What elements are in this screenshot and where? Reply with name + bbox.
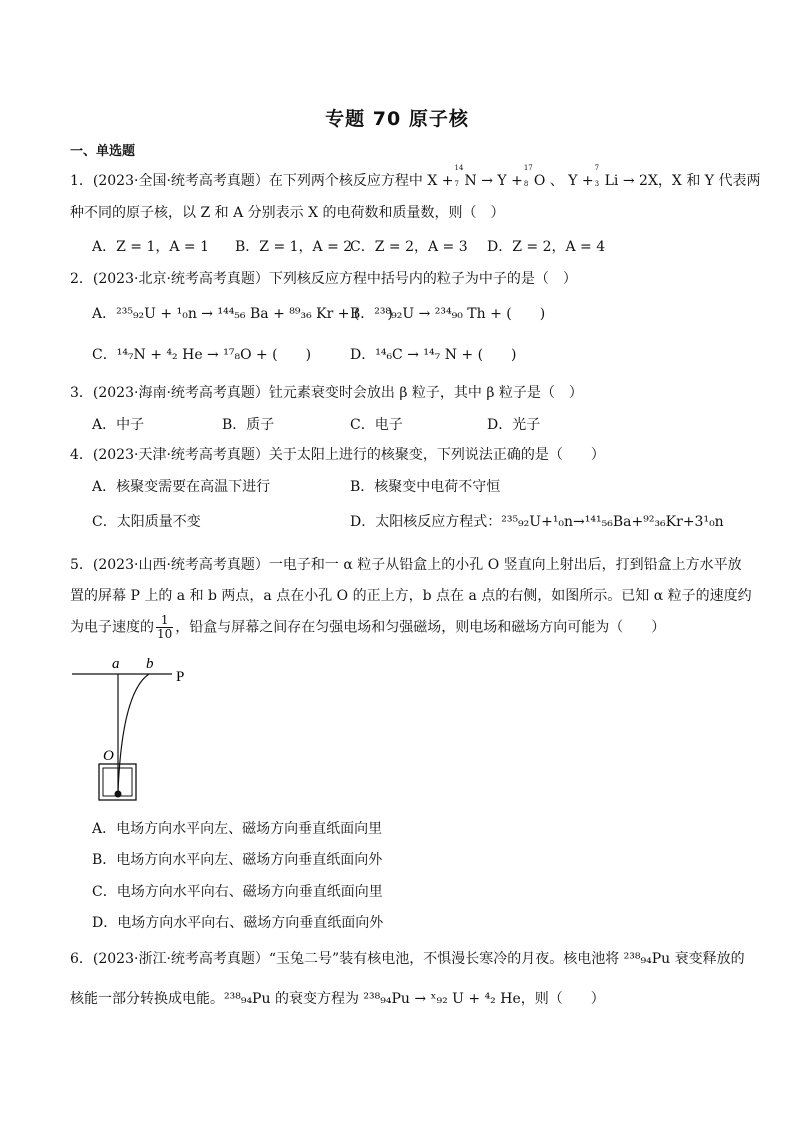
question-6-line-1: 6．(2023·浙江·统考高考真题）“玉兔二号”装有核电池，不惧漫长寒冷的月夜。核电池将 ²³⁸₉₄Pu 衰变释放的 <box>70 951 745 967</box>
nuclide-n14: 14 7 <box>454 164 464 188</box>
q1-option-d[interactable]: D．Z = 2，A = 4 <box>487 239 606 255</box>
q3-option-b[interactable]: B．质子 <box>222 417 275 433</box>
q4-option-a[interactable]: A．核聚变需要在高温下进行 <box>92 479 271 495</box>
q3-option-c[interactable]: C．电子 <box>350 417 403 433</box>
q4-option-d[interactable]: D．太阳核反应方程式：²³⁵₉₂U+¹₀n→¹⁴¹₅₆Ba+⁹²₃₆Kr+3¹₀n <box>350 514 724 530</box>
q2-option-a[interactable]: A．²³⁵₉₂U + ¹₀n → ¹⁴⁴₅₆ Ba + ⁸⁹₃₆ Kr + ( ) <box>92 306 393 322</box>
q2-option-d[interactable]: D．¹⁴₆C → ¹⁴₇ N + ( ) <box>350 347 517 363</box>
question-1-line-2: 种不同的原子核，以 Z 和 A 分别表示 X 的电荷数和质量数，则（ ） <box>70 205 505 221</box>
lead-box-diagram <box>66 652 206 804</box>
trajectory-b <box>118 674 149 792</box>
q5-option-b[interactable]: B．电场方向水平向左、磁场方向垂直纸面向外 <box>92 852 383 868</box>
q3-option-a[interactable]: A．中子 <box>92 417 145 433</box>
nuclide-li7: 7 3 <box>594 164 600 188</box>
q1-option-c[interactable]: C．Z = 2，A = 3 <box>350 239 468 255</box>
q1-text-d: Li → 2X，X 和 Y 代表两 <box>604 173 761 189</box>
q5-text-a: 为电子速度的 <box>70 619 154 636</box>
question-2-stem: 2．(2023·北京·统考高考真题）下列核反应方程中括号内的粒子为中子的是（ ） <box>70 271 577 287</box>
q5-option-c[interactable]: C．电场方向水平向右、磁场方向垂直纸面向里 <box>92 884 383 900</box>
q1-text-b: N → Y + <box>464 173 523 189</box>
nuclide-o17: 17 8 <box>523 164 533 188</box>
question-1-line-1 <box>70 164 761 192</box>
q2-option-b[interactable]: B．²³⁸₉₂U → ²³⁴₉₀ Th + ( ) <box>350 306 546 322</box>
q5-option-d[interactable]: D．电场方向水平向右、磁场方向垂直纸面向外 <box>92 915 384 931</box>
q5-figure <box>66 652 206 808</box>
page-title: 专题 70 原子核 <box>325 108 469 130</box>
q5-option-a[interactable]: A．电场方向水平向左、磁场方向垂直纸面向里 <box>92 821 383 837</box>
question-5-line-2: 置的屏幕 P 上的 a 和 b 两点，a 点在小孔 O 的正上方，b 点在 a 点的右侧，如图所示。已知 α 粒子的速度约 <box>70 588 752 604</box>
question-5-line-3 <box>70 614 665 641</box>
label-b: b <box>146 656 154 672</box>
section-heading: 一、单选题 <box>70 144 136 159</box>
q1-option-a[interactable]: A．Z = 1，A = 1 <box>92 239 210 255</box>
q4-option-c[interactable]: C．太阳质量不变 <box>92 514 201 530</box>
question-5-line-1: 5．(2023·山西·统考高考真题）一电子和一 α 粒子从铅盒上的小孔 O 竖直向上射出后，打到铅盒上方水平放 <box>70 557 742 573</box>
fraction-one-tenth: $\frac{1}{10}$ <box>157 613 173 641</box>
question-3-stem: 3．(2023·海南·统考高考真题）钍元素衰变时会放出 β 粒子，其中 β 粒子是（ ） <box>70 385 583 401</box>
q1-text-a: 1．(2023·全国·统考高考真题）在下列两个核反应方程中 X + <box>70 173 454 189</box>
label-o: O <box>103 748 114 764</box>
question-4-stem: 4．(2023·天津·统考高考真题）关于太阳上进行的核聚变，下列说法正确的是（ ） <box>70 447 605 463</box>
question-6-line-2: 核能一部分转换成电能。²³⁸₉₄Pu 的衰变方程为 ²³⁸₉₄Pu → ˣ₉₂ U + ⁴₂ He，则（ ） <box>70 991 605 1007</box>
q5-text-b: ，铅盒与屏幕之间存在匀强电场和匀强磁场，则电场和磁场方向可能为（ ） <box>175 619 666 636</box>
label-p: P <box>176 669 185 685</box>
q3-option-d[interactable]: D．光子 <box>487 417 541 433</box>
q4-option-b[interactable]: B．核聚变中电荷不守恒 <box>350 479 501 495</box>
source-dot <box>115 791 122 798</box>
q1-text-c: O 、 Y + <box>533 173 594 189</box>
q2-option-c[interactable]: C．¹⁴₇N + ⁴₂ He → ¹⁷₈O + ( ) <box>92 347 312 363</box>
q1-option-b[interactable]: B．Z = 1，A = 2 <box>235 239 353 255</box>
label-a: a <box>112 656 120 672</box>
